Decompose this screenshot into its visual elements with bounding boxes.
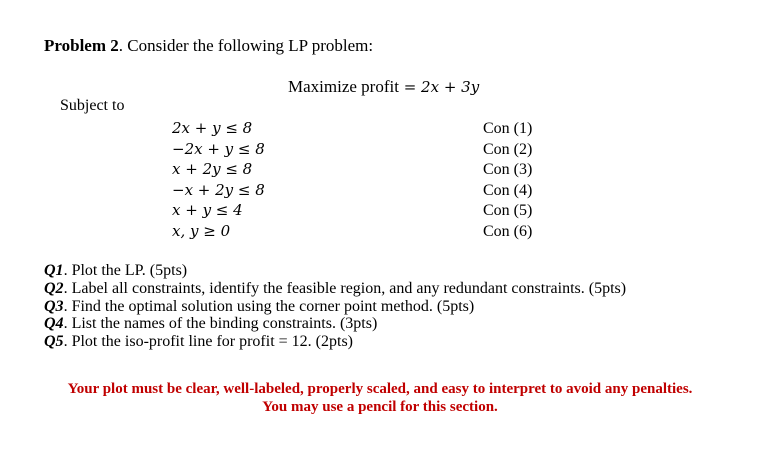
constraint-label-1: Con (1) (483, 120, 533, 137)
objective-expression: = 2x + 3y (398, 78, 480, 96)
question-5-number: Q5 (44, 333, 64, 351)
constraint-label-3: Con (3) (483, 161, 533, 178)
constraint-label-6: Con (6) (483, 222, 533, 240)
constraint-4: −x + 2y ≤ 8 (172, 180, 265, 199)
question-1-text: . Plot the LP. (5pts) (63, 262, 188, 279)
question-4-number: Q4 (44, 315, 64, 333)
question-3-text: . Find the optimal solution using the corner point method. (5pts) (63, 297, 475, 315)
constraint-2: −2x + y ≤ 8 (172, 139, 265, 158)
question-2-number: Q2 (44, 279, 64, 297)
question-5-text: . Plot the iso-profit line for profit = 12. (2pts) (63, 333, 353, 351)
warning-line-1: Your plot must be clear, well-labeled, properly scaled, and easy to interpret to avoid any penalties. (67, 381, 693, 397)
constraint-5: x + y ≤ 4 (172, 201, 243, 219)
constraint-label-5: Con (5) (483, 202, 533, 219)
problem-intro: . Consider the following LP problem: (118, 36, 374, 55)
question-2-text: . Label all constraints, identify the feasible region, and any redundant constraints. (5pts) (63, 279, 627, 297)
question-1-number: Q1 (44, 262, 64, 279)
subject-to-label: Subject to (60, 97, 125, 114)
objective-function (288, 77, 479, 97)
problem-label: Problem 2 (44, 36, 119, 55)
constraint-label-2: Con (2) (483, 140, 533, 158)
constraint-6: x, y ≥ 0 (172, 221, 231, 240)
question-3-number: Q3 (44, 297, 64, 315)
question-3 (44, 298, 626, 316)
question-4-text: . List the names of the binding constraints. (3pts) (63, 315, 378, 333)
objective-text: Maximize profit (288, 77, 399, 96)
constraint-3: x + 2y ≤ 8 (172, 160, 253, 178)
constraint-labels (483, 119, 532, 242)
question-2 (44, 280, 626, 298)
question-5 (44, 333, 626, 351)
warning-line-2: You may use a pencil for this section. (262, 399, 498, 415)
question-4 (44, 315, 626, 333)
problem-heading (44, 36, 373, 56)
constraint-expressions (172, 118, 265, 241)
constraint-label-4: Con (4) (483, 181, 533, 199)
question-list (44, 262, 626, 351)
question-1 (44, 262, 626, 280)
constraint-1: 2x + y ≤ 8 (172, 119, 253, 137)
